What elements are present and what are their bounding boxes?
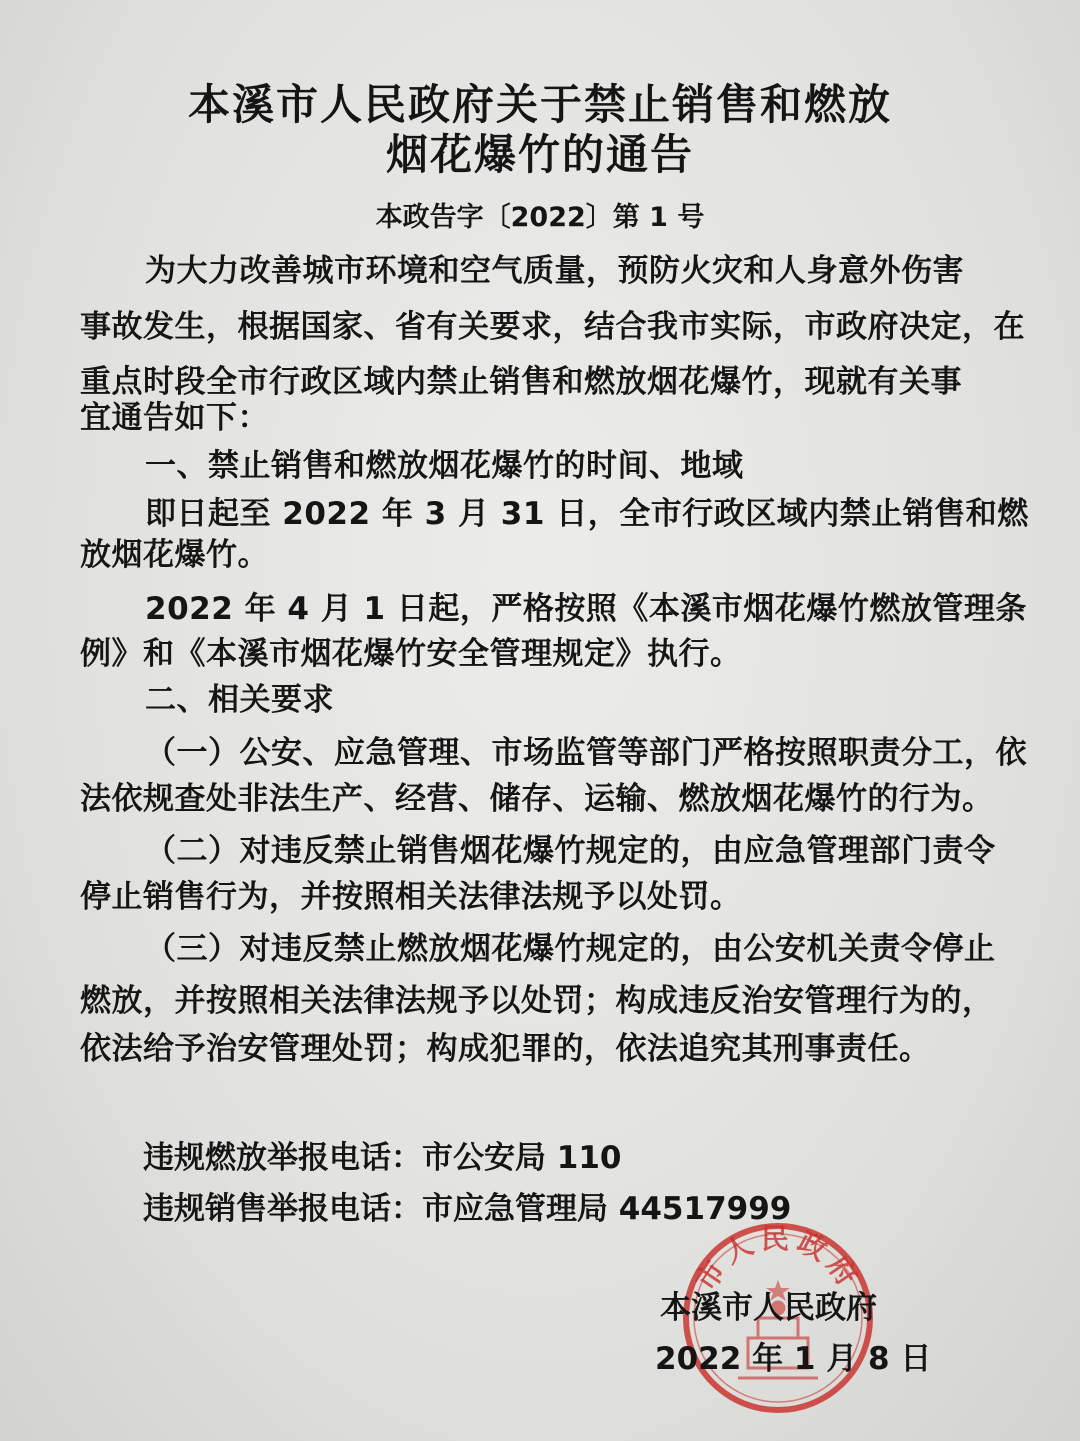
body-line: 重点时段全市行政区域内禁止销售和燃放烟花爆竹，现就有关事: [80, 364, 962, 400]
issue-date: 2022 年 1 月 8 日: [655, 1341, 932, 1377]
body-line: 为大力改善城市环境和空气质量，预防火灾和人身意外伤害: [145, 253, 964, 289]
notice-title-line-1: 本溪市人民政府关于禁止销售和燃放: [187, 80, 892, 129]
section-heading-2: 二、相关要求: [145, 682, 334, 718]
body-line: （二）对违反禁止销售烟花爆竹规定的，由应急管理部门责令: [145, 833, 996, 869]
body-line: （一）公安、应急管理、市场监管等部门严格按照职责分工，依: [145, 735, 1027, 771]
body-line: 法依规查处非法生产、经营、储存、运输、燃放烟花爆竹的行为。: [80, 781, 994, 817]
body-line: 例》和《本溪市烟花爆竹安全管理规定》执行。: [80, 636, 742, 672]
body-line: 燃放，并按照相关法律法规予以处罚；构成违反治安管理行为的，: [80, 983, 994, 1019]
svg-text:市人民政府: 市人民政府: [689, 1222, 867, 1297]
body-line: 放烟花爆竹。: [80, 537, 269, 573]
notice-title-line-2: 烟花爆竹的通告: [385, 130, 694, 179]
body-line: 事故发生，根据国家、省有关要求，结合我市实际，市政府决定，在: [80, 309, 1025, 345]
section-heading-1: 一、禁止销售和燃放烟花爆竹的时间、地域: [145, 448, 744, 484]
body-line: （三）对违反禁止燃放烟花爆竹规定的，由公安机关责令停止: [145, 931, 996, 967]
issuing-authority: 本溪市人民政府: [660, 1290, 877, 1326]
body-line: 宜通告如下：: [80, 400, 269, 436]
body-line: 停止销售行为，并按照相关法律法规予以处罚。: [80, 879, 742, 915]
body-line: 依法给予治安管理处罚；构成犯罪的，依法追究其刑事责任。: [80, 1031, 931, 1067]
report-phone-fireworks: 违规燃放举报电话：市公安局 110: [143, 1140, 622, 1176]
document-number: 本政告字〔2022〕第 1 号: [375, 202, 705, 233]
body-line: 2022 年 4 月 1 日起，严格按照《本溪市烟花爆竹燃放管理条: [145, 591, 1027, 627]
report-phone-sales: 违规销售举报电话：市应急管理局 44517999: [143, 1191, 792, 1227]
body-line: 即日起至 2022 年 3 月 31 日，全市行政区域内禁止销售和燃: [145, 496, 1029, 532]
